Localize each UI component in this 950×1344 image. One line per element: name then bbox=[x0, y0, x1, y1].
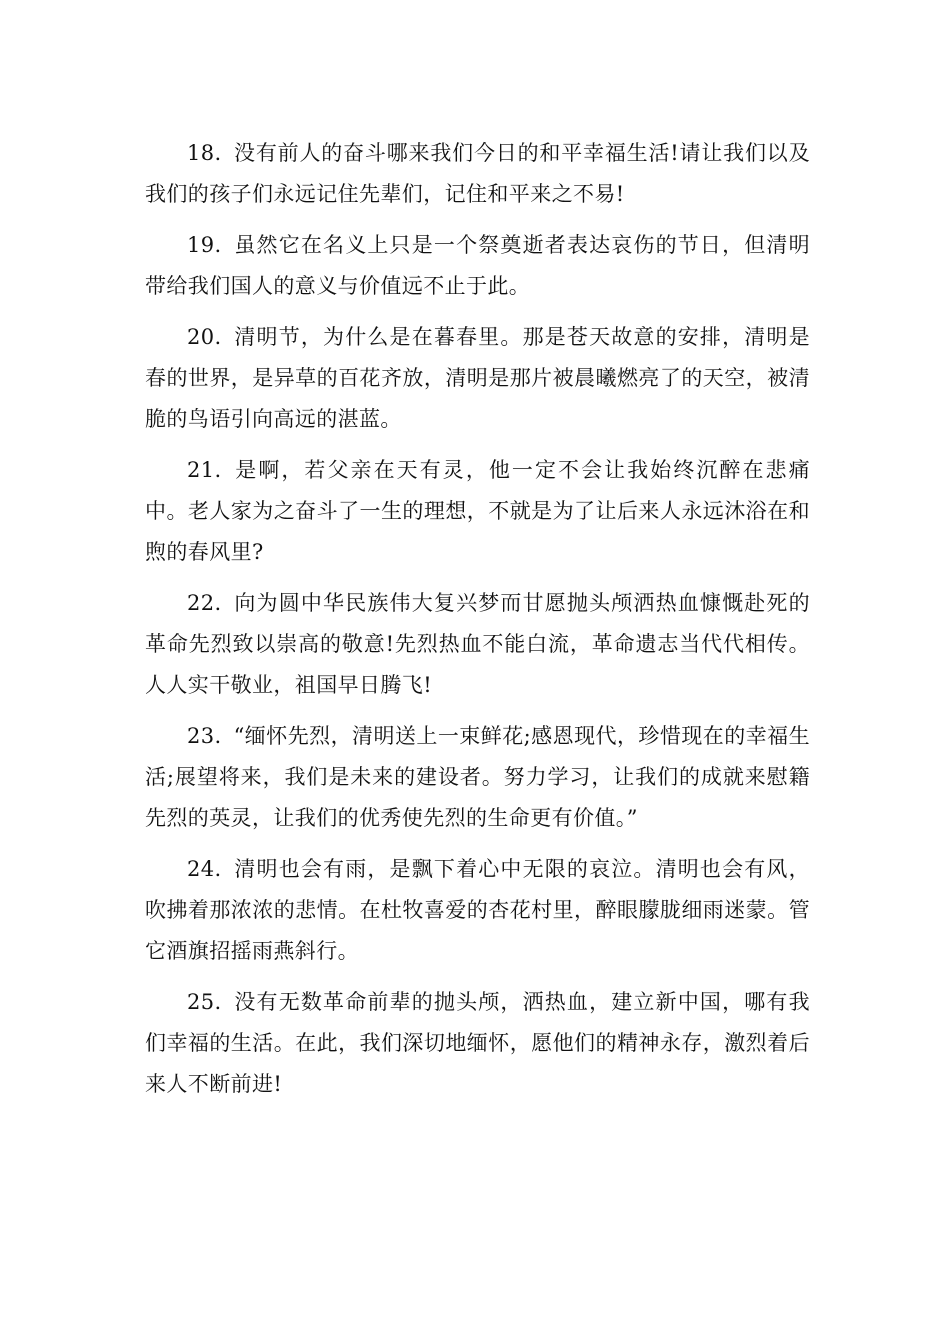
paragraph-23 bbox=[145, 716, 810, 839]
paragraph-number: 19. bbox=[187, 233, 222, 257]
paragraph-text: 清明节，为什么是在暮春里。那是苍天故意的安排，清明是春的世界，是异草的百花齐放，清明是那片被晨曦燃亮了的天空，被清脆的鸟语引向高远的湛蓝。 bbox=[145, 325, 810, 431]
paragraph-number: 18. bbox=[187, 141, 222, 165]
paragraph-text: 没有无数革命前辈的抛头颅，洒热血，建立新中国，哪有我们幸福的生活。在此，我们深切地缅怀，愿他们的精神永存，激烈着后来人不断前进! bbox=[145, 990, 810, 1096]
paragraph-number: 21. bbox=[187, 458, 222, 482]
paragraph-text: 没有前人的奋斗哪来我们今日的和平幸福生活!请让我们以及我们的孩子们永远记住先辈们，记住和平来之不易! bbox=[145, 141, 810, 206]
paragraph-20 bbox=[145, 317, 810, 440]
paragraph-text: 虽然它在名义上只是一个祭奠逝者表达哀伤的节日，但清明带给我们国人的意义与价值远不止于此。 bbox=[145, 233, 810, 298]
paragraph-19 bbox=[145, 225, 810, 307]
document-body bbox=[145, 133, 810, 1115]
paragraph-number: 23. bbox=[187, 724, 222, 748]
paragraph-number: 20. bbox=[187, 325, 222, 349]
paragraph-text: “缅怀先烈，清明送上一束鲜花;感恩现代，珍惜现在的幸福生活;展望将来，我们是未来的建设者。努力学习，让我们的成就来慰籍先烈的英灵，让我们的优秀使先烈的生命更有价值。” bbox=[145, 724, 810, 830]
paragraph-text: 是啊，若父亲在天有灵，他一定不会让我始终沉醉在悲痛中。老人家为之奋斗了一生的理想，不就是为了让后来人永远沐浴在和煦的春风里? bbox=[145, 458, 810, 564]
paragraph-22 bbox=[145, 583, 810, 706]
paragraph-text: 向为圆中华民族伟大复兴梦而甘愿抛头颅洒热血慷慨赴死的革命先烈致以崇高的敬意!先烈热血不能白流，革命遗志当代代相传。人人实干敬业，祖国早日腾飞! bbox=[145, 591, 810, 697]
paragraph-25 bbox=[145, 982, 810, 1105]
paragraph-18 bbox=[145, 133, 810, 215]
paragraph-24 bbox=[145, 849, 810, 972]
paragraph-number: 22. bbox=[187, 591, 222, 615]
paragraph-21 bbox=[145, 450, 810, 573]
paragraph-text: 清明也会有雨，是飘下着心中无限的哀泣。清明也会有风，吹拂着那浓浓的悲情。在杜牧喜爱的杏花村里，醉眼朦胧细雨迷蒙。管它酒旗招摇雨燕斜行。 bbox=[145, 857, 810, 963]
paragraph-number: 24. bbox=[187, 857, 222, 881]
paragraph-number: 25. bbox=[187, 990, 222, 1014]
